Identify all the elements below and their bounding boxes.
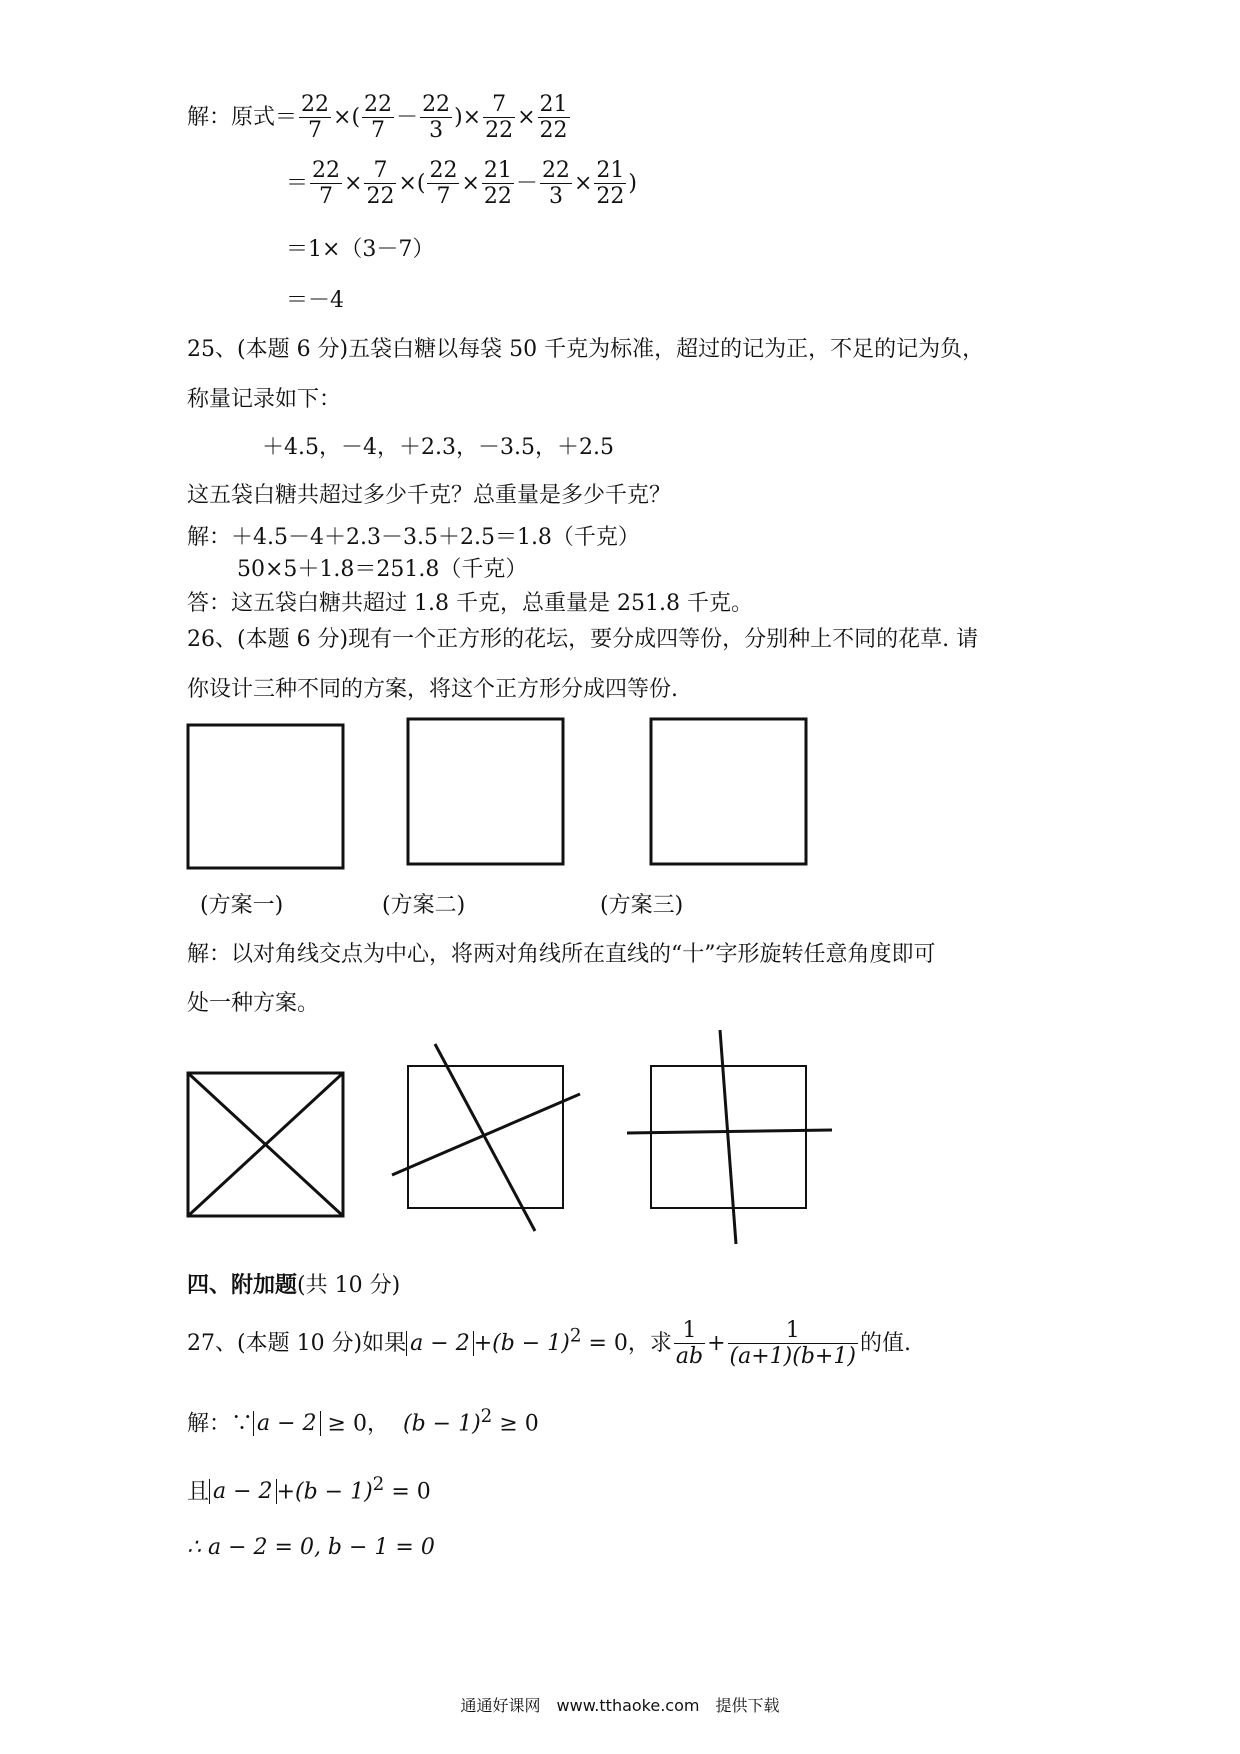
numerator: 22 <box>364 92 393 117</box>
paren-expr: (b − 1) <box>295 1479 373 1505</box>
absolute-value-expr: a − 2 <box>406 1331 474 1356</box>
caption-plan-1: (方案一) <box>200 893 284 918</box>
numerator: 21 <box>539 92 568 117</box>
square-plan-1 <box>188 725 343 868</box>
operator: ×( <box>398 170 426 196</box>
numerator: 21 <box>596 158 625 183</box>
paren-expr: (b − 1) <box>402 1411 481 1437</box>
rotated-line <box>627 1130 832 1133</box>
operator: × <box>573 170 593 196</box>
exponent: 2 <box>569 1325 582 1347</box>
q25-question-line2: 称量记录如下： <box>187 387 342 412</box>
q24-line4: ＝－4 <box>286 288 344 313</box>
exponent: 2 <box>372 1474 385 1495</box>
q26-solution-line1: 解：以对角线交点为中心，将两对角线所在直线的“十”字形旋转任意角度即可 <box>187 942 936 967</box>
operator: × <box>517 104 536 130</box>
square-plan-3 <box>651 719 806 864</box>
equals-zero: = 0 <box>384 1479 431 1505</box>
square-plan-2 <box>408 719 563 864</box>
numerator: 1 <box>674 1318 705 1344</box>
operator: )× <box>454 104 482 130</box>
operator: × <box>461 170 480 196</box>
denominator: 7 <box>436 184 451 210</box>
operator: ) <box>628 170 637 196</box>
numerator: 22 <box>422 92 451 117</box>
absolute-value-expr: a − 2 <box>253 1411 321 1436</box>
denominator: 22 <box>539 118 568 144</box>
q25-ask: 这五袋白糖共超过多少千克？总重量是多少千克？ <box>187 483 672 508</box>
caption-plan-2: (方案二) <box>382 893 466 918</box>
operator: － <box>515 170 538 196</box>
denominator: ab <box>675 1344 704 1370</box>
numerator: 7 <box>483 92 515 118</box>
caption-plan-3: (方案三) <box>600 893 684 918</box>
q27-solution-line3: ∴ a − 2 = 0, b − 1 = 0 <box>187 1535 435 1560</box>
denominator: 7 <box>371 118 386 144</box>
exponent: 2 <box>480 1406 493 1427</box>
fraction <box>674 1318 705 1370</box>
q25-solution-line2: 50×5＋1.8＝251.8（千克） <box>237 557 528 582</box>
q26-question-line1: 26、(本题 6 分)现有一个正方形的花坛，要分成四等份，分别种上不同的花草. 请 <box>187 627 979 652</box>
q27-solution-line1 <box>187 1406 539 1437</box>
denominator: 22 <box>483 184 512 210</box>
numerator: 7 <box>364 158 396 184</box>
absolute-value-expr: a − 2 <box>209 1479 277 1504</box>
q24-label: 解：原式＝ <box>187 104 298 130</box>
inequality: ≥ 0， <box>320 1411 389 1437</box>
section-4-title: 四、附加题 <box>187 1272 298 1298</box>
q27-prefix: 27、(本题 10 分)如果 <box>187 1330 407 1356</box>
operator: ×( <box>333 104 361 130</box>
q25-answer: 答：这五袋白糖共超过 1.8 千克，总重量是 251.8 千克。 <box>187 591 753 616</box>
q25-solution-line1: 解：＋4.5－4＋2.3－3.5＋2.5＝1.8（千克） <box>187 525 640 550</box>
denominator: 3 <box>548 184 563 210</box>
q25-question-line1: 25、(本题 6 分)五袋白糖以每袋 50 千克为标准，超过的记为正，不足的记为负， <box>187 337 985 362</box>
q24-line3: ＝1×（3－7） <box>286 237 435 262</box>
denominator: 22 <box>366 184 395 210</box>
q27-solution-line2 <box>187 1474 431 1505</box>
rotated-line <box>435 1044 535 1231</box>
denominator: 7 <box>319 184 334 210</box>
q26-question-line2: 你设计三种不同的方案，将这个正方形分成四等份. <box>187 677 678 702</box>
rotated-line <box>392 1094 580 1175</box>
numerator: 21 <box>483 158 512 183</box>
q27-suffix: 的值. <box>859 1330 911 1356</box>
fraction <box>728 1318 858 1370</box>
section-4-score: (共 10 分) <box>297 1273 401 1298</box>
section-4-heading <box>187 1268 400 1299</box>
and-word: 且 <box>187 1479 210 1505</box>
equals-zero: = 0，求 <box>581 1330 672 1356</box>
numerator: 22 <box>541 158 570 183</box>
operator: × <box>344 170 363 196</box>
q27-question <box>187 1318 911 1370</box>
numerator: 22 <box>429 158 458 183</box>
page-footer: 通通好课网 www.tthaoke.com 提供下载 <box>460 1696 780 1715</box>
rotated-line <box>720 1030 736 1244</box>
because-symbol: 解：∵ <box>187 1411 254 1437</box>
operator: + <box>276 1479 295 1505</box>
denominator: 3 <box>429 118 444 144</box>
denominator: 22 <box>485 118 514 144</box>
inequality: ≥ 0 <box>492 1411 539 1437</box>
operator: + <box>473 1330 493 1356</box>
paren-expr: (b − 1) <box>492 1330 570 1356</box>
numerator: 22 <box>312 158 341 183</box>
denominator: 22 <box>596 184 625 210</box>
numerator: 22 <box>301 92 330 117</box>
operator: － <box>396 104 419 130</box>
operator: ＝ <box>286 170 309 196</box>
q25-records: ＋4.5，－4，＋2.3，－3.5，＋2.5 <box>262 435 614 460</box>
numerator: 1 <box>728 1318 858 1344</box>
q26-solution-line2: 处一种方案。 <box>187 991 320 1016</box>
denominator: (a+1)(b+1) <box>729 1344 856 1370</box>
denominator: 7 <box>308 118 323 144</box>
operator: + <box>707 1330 726 1356</box>
